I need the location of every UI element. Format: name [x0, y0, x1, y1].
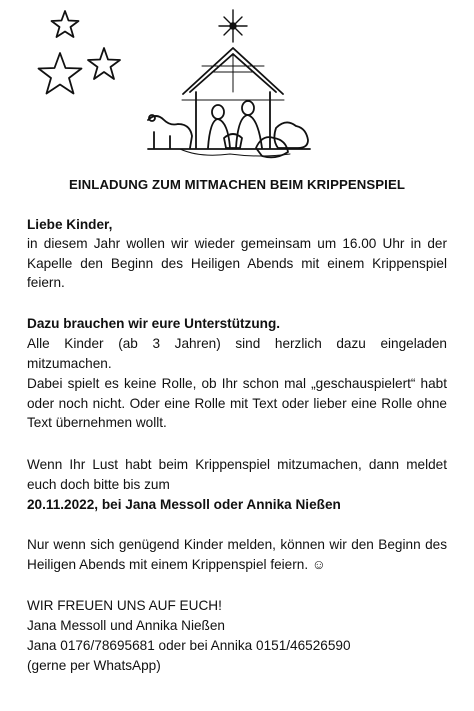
- support-paragraph-2: Dabei spielt es keine Rolle, ob Ihr schon mal „geschauspielert“ habt oder noch nicht. Oder eine Rolle mit Text oder lieber eine Rolle ohne Text übernehmen wollt.: [27, 376, 447, 431]
- support-heading: Dazu brauchen wir eure Unterstützung.: [27, 316, 281, 331]
- condition-paragraph: Nur wenn sich genügend Kinder melden, können wir den Beginn des Heiligen Abends mit einem Krippenspiel feiern. ☺: [27, 537, 447, 572]
- register-deadline: 20.11.2022, bei Jana Messoll oder Annika Nießen: [27, 497, 341, 512]
- star-icon: [88, 48, 120, 79]
- closing-line: WIR FREUEN UNS AUF EUCH!: [27, 598, 222, 613]
- register-paragraph: Wenn Ihr Lust habt beim Krippenspiel mitzumachen, dann meldet euch doch bitte bis zum: [27, 457, 447, 492]
- contact-phones: Jana 0176/78695681 oder bei Annika 0151/46526590: [27, 638, 351, 653]
- signature: Jana Messoll und Annika Nießen: [27, 618, 225, 633]
- contact-note: (gerne per WhatsApp): [27, 658, 161, 673]
- bethlehem-star-icon: [219, 10, 247, 42]
- greeting: Liebe Kinder,: [27, 217, 113, 232]
- nativity-illustration: [30, 8, 330, 173]
- support-paragraph-1: Alle Kinder (ab 3 Jahren) sind herzlich dazu eingeladen mitzumachen.: [27, 336, 447, 371]
- page-title: EINLADUNG ZUM MITMACHEN BEIM KRIPPENSPIEL: [69, 177, 405, 192]
- star-icon: [39, 53, 82, 94]
- star-icon: [52, 11, 79, 37]
- nativity-stable-icon: [148, 48, 310, 157]
- intro-paragraph: in diesem Jahr wollen wir wieder gemeinsam um 16.00 Uhr in der Kapelle den Beginn des Heiligen Abends mit einem Krippenspiel feiern.: [27, 236, 447, 291]
